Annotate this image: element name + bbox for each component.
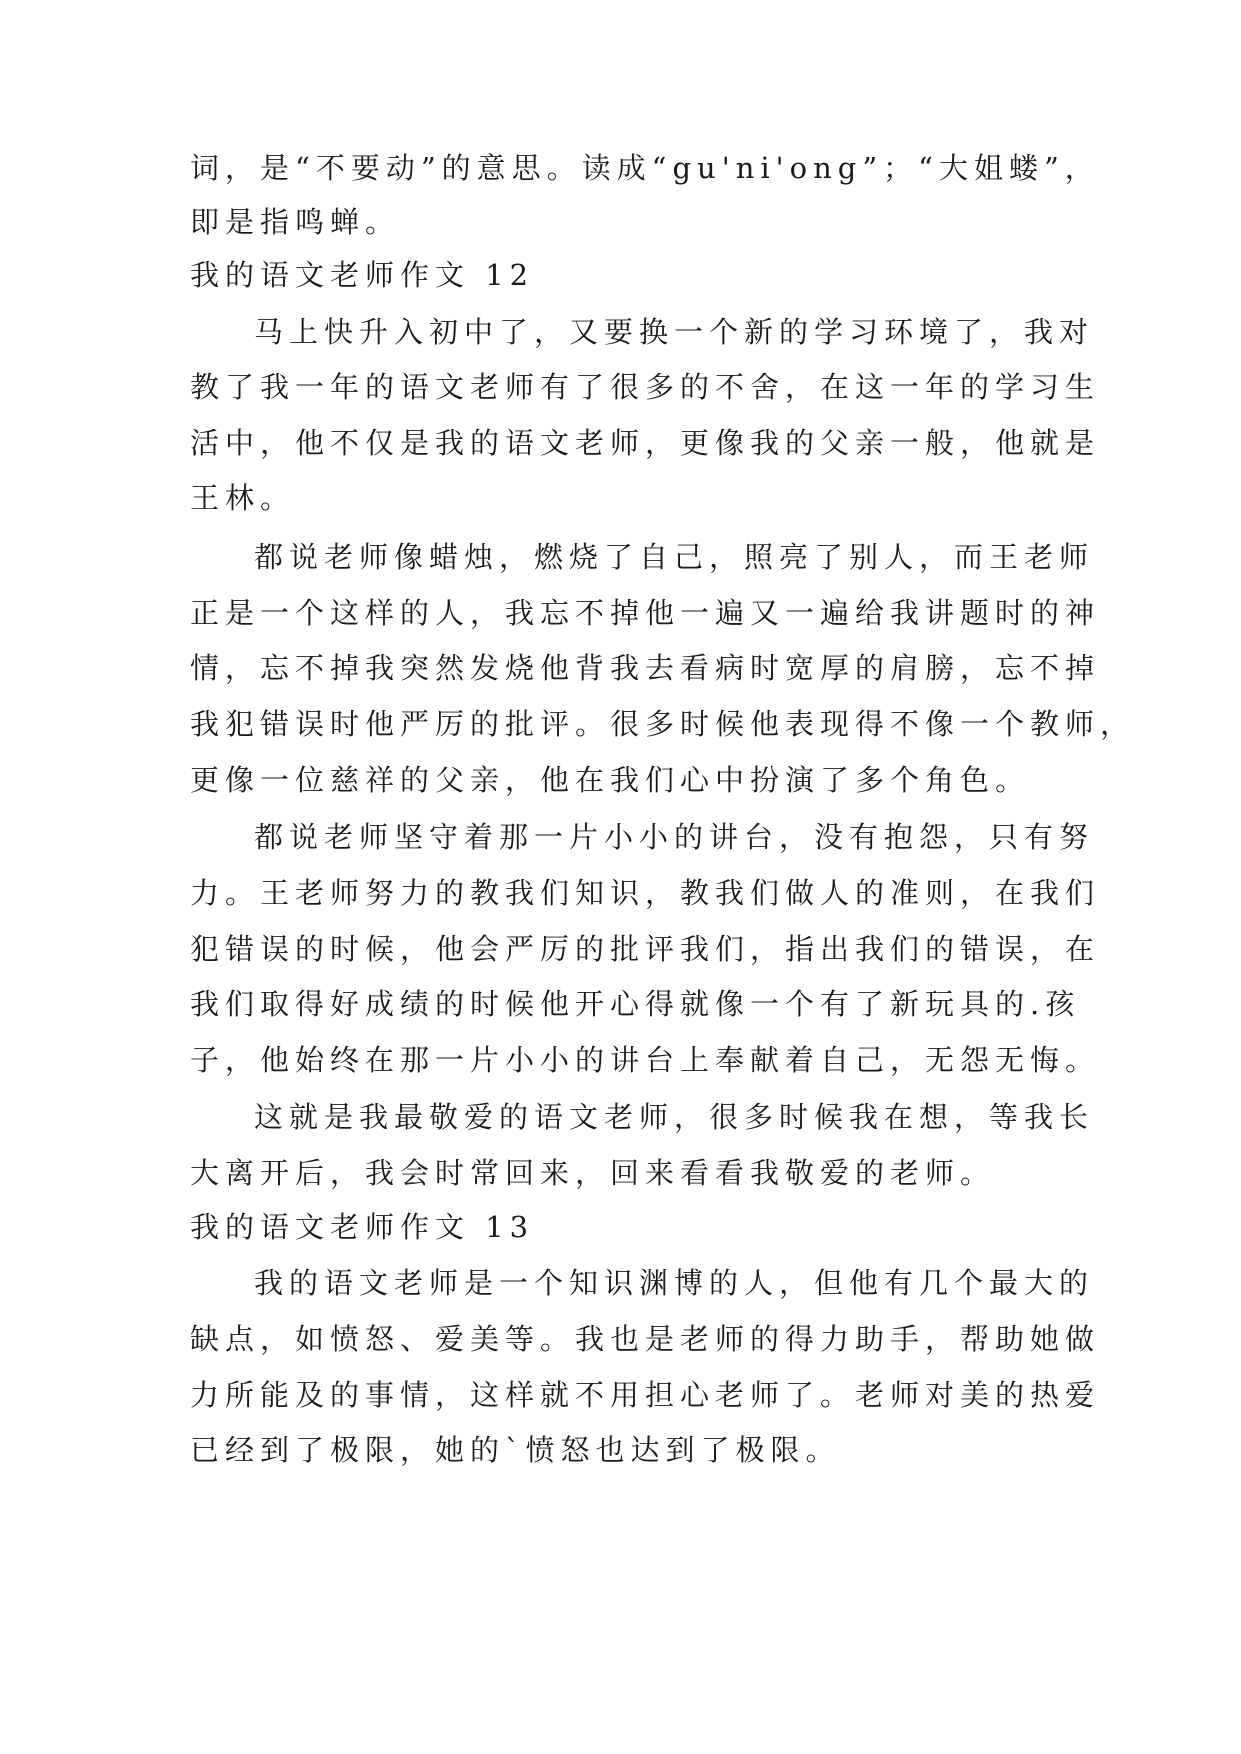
paragraph-line: 力。王老师努力的教我们知识，教我们做人的准则，在我们 bbox=[190, 876, 1101, 910]
paragraph-line: 我犯错误时他严厉的批评。很多时候他表现得不像一个教师， bbox=[190, 707, 1136, 741]
section-heading: 我的语文老师作文 13 bbox=[190, 1210, 535, 1244]
paragraph-line: 马上快升入初中了，又要换一个新的学习环境了，我对 bbox=[254, 315, 1095, 349]
paragraph-line: 都说老师像蜡烛，燃烧了自己，照亮了别人，而王老师 bbox=[254, 540, 1095, 574]
paragraph-line: 缺点，如愤怒、爱美等。我也是老师的得力助手，帮助她做 bbox=[190, 1322, 1101, 1356]
paragraph-line: 我的语文老师是一个知识渊博的人，但他有几个最大的 bbox=[254, 1266, 1095, 1300]
paragraph-line: 更像一位慈祥的父亲，他在我们心中扮演了多个角色。 bbox=[190, 763, 1031, 797]
section-heading: 我的语文老师作文 12 bbox=[190, 258, 535, 292]
paragraph-line: 教了我一年的语文老师有了很多的不舍，在这一年的学习生 bbox=[190, 370, 1101, 404]
paragraph-line: 王林。 bbox=[190, 481, 296, 515]
text-line: 即是指鸣蝉。 bbox=[190, 205, 401, 239]
paragraph-line: 力所能及的事情，这样就不用担心老师了。老师对美的热爱 bbox=[190, 1378, 1101, 1412]
paragraph-line: 情，忘不掉我突然发烧他背我去看病时宽厚的肩膀，忘不掉 bbox=[190, 651, 1101, 685]
paragraph-line: 子，他始终在那一片小小的讲台上奉献着自己，无怨无悔。 bbox=[190, 1043, 1101, 1077]
paragraph-line: 都说老师坚守着那一片小小的讲台，没有抱怨，只有努 bbox=[254, 820, 1095, 854]
paragraph-line: 我们取得好成绩的时候他开心得就像一个有了新玩具的.孩 bbox=[190, 987, 1081, 1021]
paragraph-line: 正是一个这样的人，我忘不掉他一遍又一遍给我讲题时的神 bbox=[190, 596, 1101, 630]
paragraph-line: 已经到了极限，她的`愤怒也达到了极限。 bbox=[190, 1433, 841, 1467]
paragraph-line: 活中，他不仅是我的语文老师，更像我的父亲一般，他就是 bbox=[190, 426, 1101, 460]
text-line: 词，是“不要动”的意思。读成“gu'ni'ong”；“大姐蝼”， bbox=[190, 151, 1100, 185]
paragraph-line: 大离开后，我会时常回来，回来看看我敬爱的老师。 bbox=[190, 1156, 996, 1190]
paragraph-line: 这就是我最敬爱的语文老师，很多时候我在想，等我长 bbox=[254, 1100, 1095, 1134]
paragraph-line: 犯错误的时候，他会严厉的批评我们，指出我们的错误，在 bbox=[190, 932, 1101, 966]
